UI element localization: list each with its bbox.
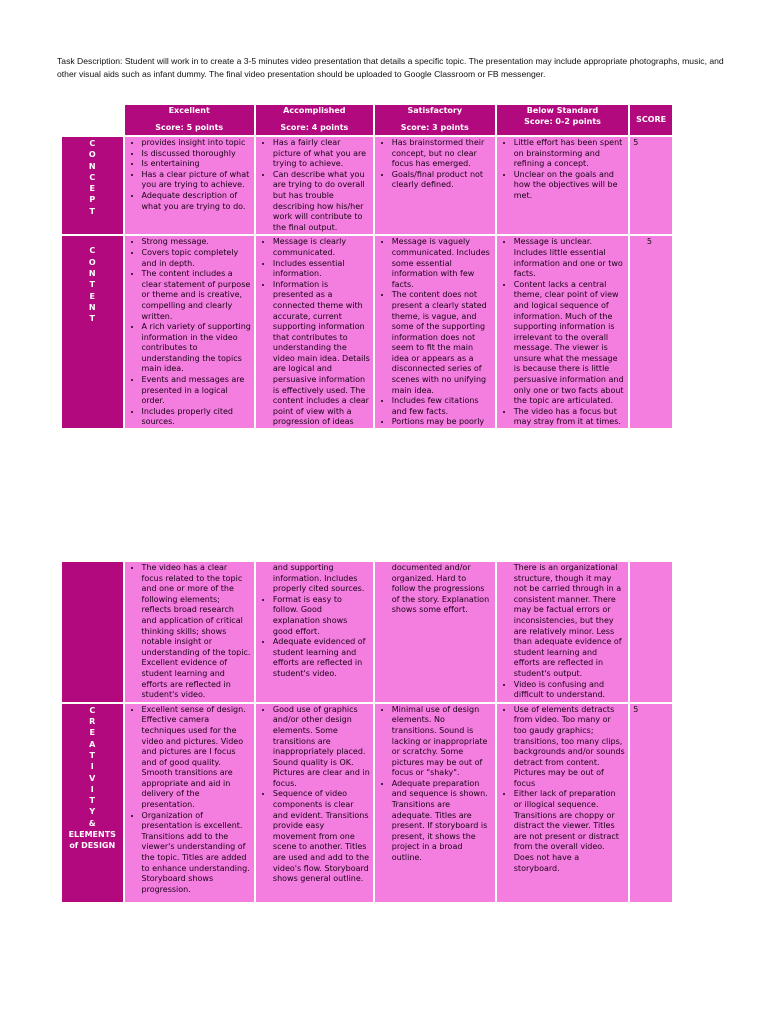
bullet-item: • Goals/final product not clearly defined.: [392, 170, 492, 191]
bullet-item: • Video is confusing and difficult to understand.: [514, 680, 625, 701]
header-accomplished-score: Score: 4 points: [280, 122, 349, 132]
bullet-item: • The content includes a clear statement of purpose or theme and is creative, compelling and clearly written.: [142, 269, 251, 322]
bullet-item: • Adequate evidenced of student learning and efforts are reflected in student's video.: [273, 637, 370, 679]
content-accomplished-list: [259, 237, 370, 427]
concept-accomplished: [256, 137, 373, 234]
content-cont-accomplished: [256, 562, 373, 702]
row-content: [62, 236, 672, 428]
content-cont-score: [630, 562, 672, 702]
creativity-score: 5: [630, 704, 672, 902]
bullet-item: • Minimal use of design elements. No transitions. Sound is lacking or inappropriate or scratchy. Some pictures may be out of focus or "shaky".: [392, 705, 492, 779]
content-excellent: [125, 236, 254, 428]
concept-score: 5: [630, 137, 672, 234]
task-description: Task Description: Student will work in to create a 3-5 minutes video presentation that details a specific topic. The presentation may include appropriate photographs, music, and other visual aids such as infant dummy. The final video presentation should be uploaded to Google Classroom or FB messenger.: [57, 56, 724, 79]
bullet-item: • Information is presented as a connected theme with accurate, current supporting information that contributes to understanding the video main idea. Details are logical and persuasive information is effectively used. The content includes a clear point of view with a progression of ideas: [273, 280, 370, 428]
content-below: [497, 236, 628, 428]
row-creativity: [62, 704, 672, 902]
bullet-item: • Either lack of preparation or illogical sequence. Transitions are choppy or distract the viewer. Titles are not present or distract from the overall video. Does not have a storyboard.: [514, 789, 625, 874]
bullet-item: • Adequate preparation and sequence is shown. Transitions are adequate. Titles are present. If storyboard is present, it shows the project in a broad outline.: [392, 779, 492, 864]
bullet-item: • Adequate description of what you are trying to do.: [142, 191, 251, 212]
content-satisfactory: [375, 236, 495, 428]
header-accomplished-title: Accomplished: [283, 106, 346, 115]
bullet-item: • Covers topic completely and in depth.: [142, 248, 251, 269]
creativity-accomplished-list: [259, 705, 370, 885]
bullet-item: • Content lacks a central theme, clear point of view and logical sequence of information. Much of the supporting information is irrelevant to the overall message. The viewer is unsure what the message is because there is little persuasive information and only one or two facts about the topic are articulated.: [514, 280, 625, 407]
creativity-satisfactory: [375, 704, 495, 902]
content-cont-excellent: [125, 562, 254, 702]
header-below-score: Score: 0-2 points: [524, 116, 601, 126]
criterion-concept: [62, 137, 123, 234]
bullet-item: • Strong message.: [142, 237, 251, 248]
header-below-title: Below Standard: [526, 106, 599, 115]
bullet-item: • The content does not present a clearly stated theme, is vague, and some of the supporting information does not seem to fit the main idea or appears as a disconnected series of scenes with no unifying main idea.: [392, 290, 492, 396]
bullet-item: • Includes few citations and few facts.: [392, 396, 492, 417]
row-concept: [62, 137, 672, 234]
header-excellent-title: Excellent: [168, 106, 210, 115]
creativity-excellent-list: [128, 705, 251, 896]
bullet-item: • Is discussed thoroughly: [142, 149, 251, 160]
concept-satisfactory: [375, 137, 495, 234]
content-cont-satisfactory-lead: documented and/or organized. Hard to follow the progressions of the story. Explanation shows some effort.: [391, 563, 490, 615]
content-cont-below: [497, 562, 628, 702]
creativity-below-list: [500, 705, 625, 875]
bullet-item: • The video has a focus but may stray from it at times.: [514, 407, 625, 428]
header-empty-cell: [62, 105, 123, 135]
criterion-creativity-label: C R E A T I V I T Y & ELEMENTS of DESIGN: [68, 705, 116, 851]
bullet-item: • Good use of graphics and/or other design elements. Some transitions are inappropriately placed. Sound quality is OK. Pictures are clear and in focus.: [273, 705, 370, 790]
bullet-item: • provides insight into topic: [142, 138, 251, 149]
bullet-item: • Can describe what you are trying to do overall but has trouble describing how his/her work will contribute to the final output.: [273, 170, 370, 234]
bullet-item: • Message is unclear. Includes little essential information and one or two facts.: [514, 237, 625, 279]
header-satisfactory: [375, 105, 495, 135]
bullet-item: • A rich variety of supporting information in the video contributes to understanding the topics main idea.: [142, 322, 251, 375]
content-excellent-list: [128, 237, 251, 427]
bullet-item: • Organization of presentation is excellent. Transitions add to the viewer's understanding of the topic. Titles are added to enhance understanding. Storyboard shows progression.: [142, 811, 251, 896]
content-cont-accomplished-lead: and supporting information. Includes properly cited sources.: [272, 563, 365, 594]
header-excellent-score: Score: 5 points: [155, 122, 224, 132]
criterion-content: [62, 236, 123, 428]
header-excellent: [125, 105, 254, 135]
bullet-item: • Has brainstormed their concept, but no clear focus has emerged.: [392, 138, 492, 170]
criterion-content-label: C O N T E N T: [88, 246, 96, 324]
bullet-item: • Format is easy to follow. Good explanation shows good effort.: [273, 595, 370, 637]
concept-satisfactory-list: [378, 138, 492, 191]
bullet-item: • Use of elements detracts from video. Too many or too gaudy graphics; transitions, too many clips, backgrounds and/or sounds detract from content. Pictures may be out of focus: [514, 705, 625, 790]
content-satisfactory-list: [378, 237, 492, 427]
bullet-item: • Excellent sense of design. Effective camera techniques used for the video and pictures. Video and pictures are I focus and of good quality. Smooth transitions are appropriate and aid in delivery of the presentation.: [142, 705, 251, 811]
content-below-list: [500, 237, 625, 427]
bullet-item: • Events and messages are presented in a logical order.: [142, 375, 251, 407]
bullet-item: • Includes essential information.: [273, 259, 370, 280]
creativity-satisfactory-list: [378, 705, 492, 864]
concept-excellent: [125, 137, 254, 234]
rubric-table-page-2: [60, 560, 674, 904]
header-score: SCORE: [630, 105, 672, 135]
bullet-item: • Has a clear picture of what you are trying to achieve.: [142, 170, 251, 191]
header-row: [62, 105, 672, 135]
bullet-item: • Message is vaguely communicated. Includes some essential information with few facts.: [392, 237, 492, 290]
content-cont-accomplished-list: [259, 595, 370, 680]
bullet-item: • Has a fairly clear picture of what you are trying to achieve.: [273, 138, 370, 170]
header-below-standard: [497, 105, 628, 135]
concept-accomplished-list: [259, 138, 370, 233]
content-cont-excellent-list: [128, 563, 251, 701]
criterion-concept-label: C O N C E P T: [88, 139, 96, 216]
concept-excellent-list: [128, 138, 251, 212]
content-accomplished: [256, 236, 373, 428]
criterion-creativity: [62, 704, 123, 902]
row-content-continued: [62, 562, 672, 702]
creativity-accomplished: [256, 704, 373, 902]
rubric-table-page-1: [60, 103, 674, 430]
concept-below: [497, 137, 628, 234]
criterion-content-continued: [62, 562, 123, 702]
content-cont-below-lead: There is an organizational structure, though it may not be carried through in a consistent manner. There may be factual errors or inconsistencies, but they are relatively minor. Less than adequate evidence of student learning and efforts are reflected in student's output.: [513, 563, 622, 678]
bullet-item: • Is entertaining: [142, 159, 251, 170]
bullet-item: • Little effort has been spent on brainstorming and refining a concept.: [514, 138, 625, 170]
bullet-item: • Sequence of video components is clear and evident. Transitions provide easy movement from one scene to another. Titles are used and add to the video's flow. Storyboard shows general outline.: [273, 789, 370, 884]
header-satisfactory-title: Satisfactory: [407, 106, 463, 115]
content-score: 5: [630, 236, 672, 428]
bullet-item: • Unclear on the goals and how the objectives will be met.: [514, 170, 625, 202]
bullet-item: • Includes properly cited sources.: [142, 407, 251, 428]
creativity-below: [497, 704, 628, 902]
creativity-excellent: [125, 704, 254, 902]
content-cont-satisfactory: [375, 562, 495, 702]
header-accomplished: [256, 105, 373, 135]
content-cont-below-list: [500, 680, 625, 701]
bullet-item: • The video has a clear focus related to the topic and one or more of the following elements; reflects broad research and application of critical thinking skills; shows notable insight or understanding of the topic. Excellent evidence of student learning and efforts are reflected in student's video.: [142, 563, 251, 701]
header-satisfactory-score: Score: 3 points: [400, 122, 469, 132]
bullet-item: • Portions may be poorly: [392, 417, 492, 427]
bullet-item: • Message is clearly communicated.: [273, 237, 370, 258]
concept-below-list: [500, 138, 625, 202]
